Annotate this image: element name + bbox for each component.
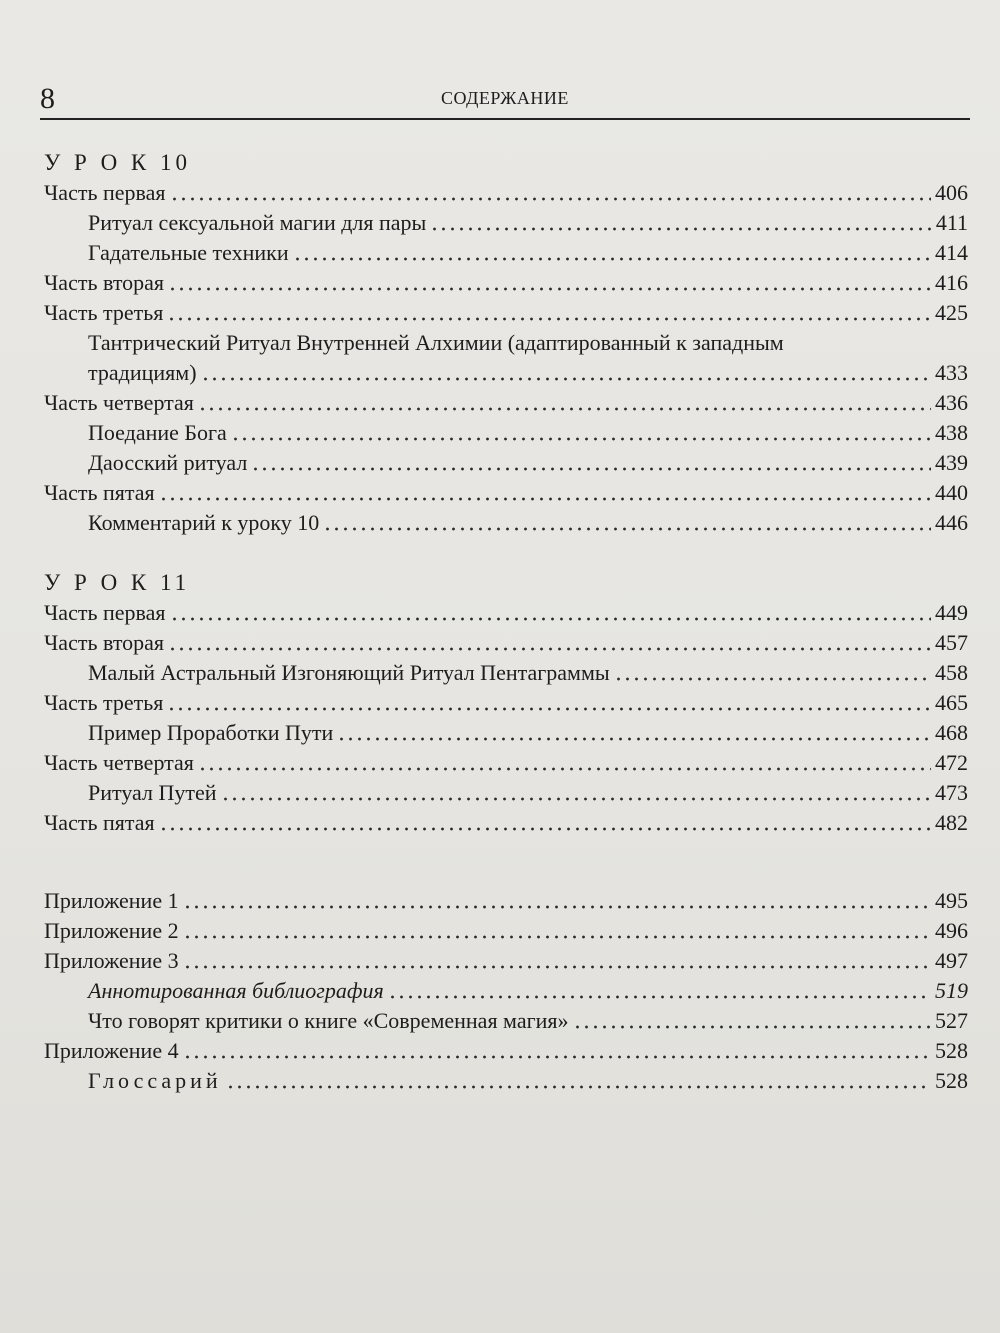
spacer bbox=[44, 838, 968, 886]
dot-leader bbox=[198, 392, 931, 414]
toc-entry bbox=[44, 946, 968, 976]
toc-entry bbox=[44, 208, 968, 238]
entry-title: Аннотированная библиография bbox=[88, 978, 384, 1003]
dot-leader bbox=[167, 302, 931, 324]
entry-title-line1: Тантрический Ритуал Внутренней Алхимии (адаптированный к западным bbox=[88, 330, 784, 355]
entry-title: Часть первая bbox=[44, 180, 166, 205]
toc-entry bbox=[44, 748, 968, 778]
dot-leader bbox=[168, 632, 931, 654]
dot-leader bbox=[198, 752, 931, 774]
entry-page: 528 bbox=[935, 1038, 968, 1063]
entry-title: Часть четвертая bbox=[44, 390, 194, 415]
entry-page: 446 bbox=[935, 510, 968, 535]
toc-entry bbox=[44, 238, 968, 268]
entry-page: 425 bbox=[935, 300, 968, 325]
entry-page: 457 bbox=[935, 630, 968, 655]
dot-leader bbox=[251, 452, 931, 474]
toc-entry-multiline bbox=[44, 328, 968, 388]
dot-leader bbox=[293, 242, 931, 264]
entry-page: 519 bbox=[935, 978, 968, 1003]
entry-title: Комментарий к уроку 10 bbox=[88, 510, 320, 535]
toc-entry bbox=[44, 688, 968, 718]
entry-page: 440 bbox=[935, 480, 968, 505]
entry-page: 436 bbox=[935, 390, 968, 415]
entry-title: Гадательные техники bbox=[88, 240, 289, 265]
toc-entry bbox=[44, 388, 968, 418]
dot-leader bbox=[170, 602, 932, 624]
dot-leader bbox=[159, 482, 931, 504]
entry-page: 406 bbox=[935, 180, 968, 205]
toc-entry bbox=[44, 1066, 968, 1096]
spacer bbox=[44, 538, 968, 568]
entry-title: Часть пятая bbox=[44, 810, 155, 835]
dot-leader bbox=[337, 722, 931, 744]
lesson-10-heading: У Р О К 10 bbox=[44, 150, 192, 175]
entry-page: 438 bbox=[935, 420, 968, 445]
dot-leader bbox=[159, 812, 931, 834]
running-title: СОДЕРЖАНИЕ bbox=[441, 88, 569, 108]
dot-leader bbox=[388, 980, 931, 1002]
dot-leader bbox=[170, 182, 932, 204]
dot-leader bbox=[183, 950, 931, 972]
entry-title: Даосский ритуал bbox=[88, 450, 248, 475]
dot-leader bbox=[168, 272, 931, 294]
entry-page: 465 bbox=[935, 690, 968, 715]
entry-title: Что говорят критики о книге «Современная магия» bbox=[88, 1008, 569, 1033]
entry-title: Часть первая bbox=[44, 600, 166, 625]
entry-title: Часть пятая bbox=[44, 480, 155, 505]
entry-title: Поедание Бога bbox=[88, 420, 227, 445]
toc-entry bbox=[44, 976, 968, 1006]
toc-entry bbox=[44, 418, 968, 448]
entry-title: Пример Проработки Пути bbox=[88, 720, 334, 745]
entry-title: Часть вторая bbox=[44, 630, 165, 655]
entry-title: Часть третья bbox=[44, 690, 164, 715]
toc-entry bbox=[44, 478, 968, 508]
dot-leader bbox=[614, 662, 931, 684]
toc-entry bbox=[44, 916, 968, 946]
toc-entry bbox=[44, 1036, 968, 1066]
entry-page: 414 bbox=[935, 240, 968, 265]
toc-entry bbox=[44, 598, 968, 628]
entry-page: 473 bbox=[935, 780, 968, 805]
page-header bbox=[40, 80, 970, 120]
entry-title-line2: традициям) bbox=[88, 360, 197, 385]
toc-entry bbox=[44, 658, 968, 688]
entry-title: Часть третья bbox=[44, 300, 164, 325]
toc-entry bbox=[44, 448, 968, 478]
lesson-11-heading: У Р О К 11 bbox=[44, 570, 191, 595]
toc-entry bbox=[44, 778, 968, 808]
entry-title-line2-row bbox=[88, 358, 968, 388]
entry-page: 482 bbox=[935, 810, 968, 835]
entry-title: Ритуал сексуальной магии для пары bbox=[88, 210, 427, 235]
toc-entry bbox=[44, 268, 968, 298]
toc-entry bbox=[44, 178, 968, 208]
entry-page: 416 bbox=[935, 270, 968, 295]
toc-entry bbox=[44, 886, 968, 916]
page-number: 8 bbox=[40, 82, 55, 115]
entry-title: Глоссарий bbox=[88, 1068, 222, 1093]
entry-page: 472 bbox=[935, 750, 968, 775]
entry-page: 439 bbox=[935, 450, 968, 475]
entry-page: 468 bbox=[935, 720, 968, 745]
entry-page: 495 bbox=[935, 888, 968, 913]
entry-title: Ритуал Путей bbox=[88, 780, 217, 805]
dot-leader bbox=[323, 512, 931, 534]
entry-page: 527 bbox=[935, 1008, 968, 1033]
toc-entry bbox=[44, 628, 968, 658]
entry-title: Часть четвертая bbox=[44, 750, 194, 775]
toc-entry bbox=[44, 808, 968, 838]
dot-leader bbox=[183, 890, 931, 912]
entry-page: 449 bbox=[935, 600, 968, 625]
toc-entry bbox=[44, 508, 968, 538]
dot-leader bbox=[430, 212, 931, 234]
dot-leader bbox=[201, 362, 931, 384]
entry-title: Приложение 3 bbox=[44, 948, 179, 973]
toc-entry bbox=[44, 718, 968, 748]
toc-entry bbox=[44, 1006, 968, 1036]
entry-page: 433 bbox=[935, 360, 968, 385]
toc-entry bbox=[44, 298, 968, 328]
dot-leader bbox=[167, 692, 931, 714]
dot-leader bbox=[573, 1010, 931, 1032]
dot-leader bbox=[221, 782, 931, 804]
entry-title: Приложение 4 bbox=[44, 1038, 179, 1063]
dot-leader bbox=[183, 1040, 931, 1062]
entry-page: 497 bbox=[935, 948, 968, 973]
table-of-contents bbox=[44, 148, 968, 1096]
dot-leader bbox=[231, 422, 931, 444]
entry-page: 458 bbox=[935, 660, 968, 685]
entry-title: Приложение 2 bbox=[44, 918, 179, 943]
dot-leader bbox=[226, 1070, 931, 1092]
entry-page: 411 bbox=[935, 210, 968, 235]
entry-title: Малый Астральный Изгоняющий Ритуал Пентаграммы bbox=[88, 660, 610, 685]
entry-title: Часть вторая bbox=[44, 270, 165, 295]
entry-title: Приложение 1 bbox=[44, 888, 179, 913]
entry-page: 496 bbox=[935, 918, 968, 943]
entry-page: 528 bbox=[935, 1068, 968, 1093]
dot-leader bbox=[183, 920, 931, 942]
